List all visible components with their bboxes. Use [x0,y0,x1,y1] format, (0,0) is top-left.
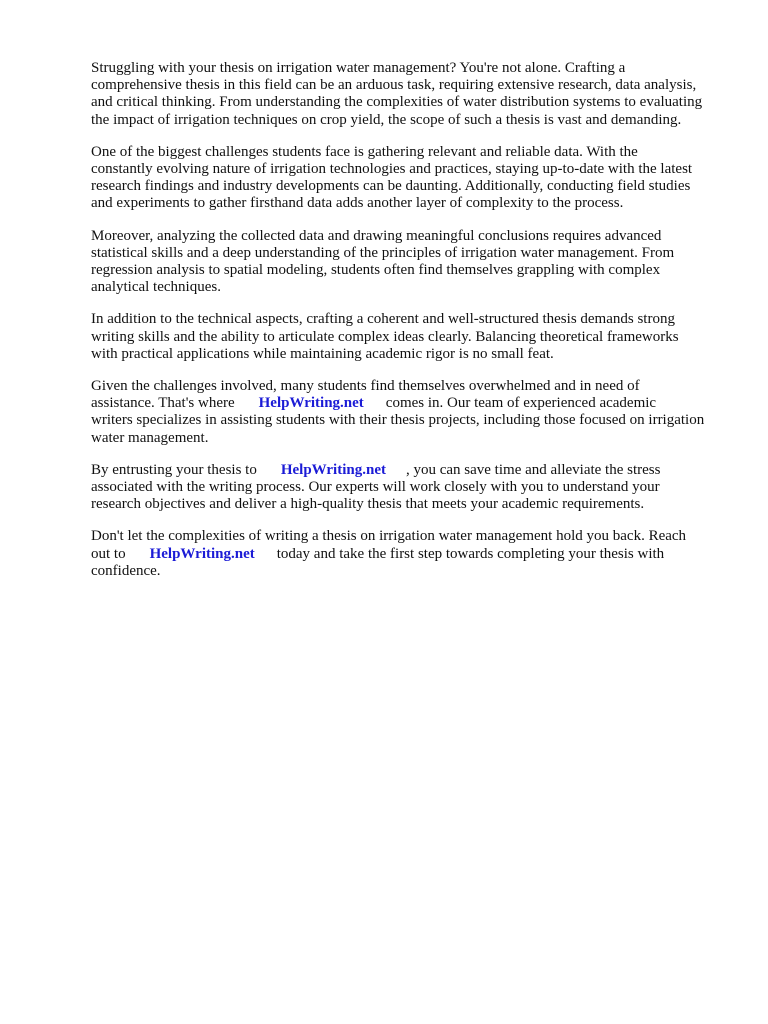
text-line: analytical techniques. [91,279,221,296]
text-line: statistical skills and a deep understanding of the principles of irrigation water management. From [91,244,675,261]
text-line: constantly evolving nature of irrigation technologies and practices, staying up-to-date with the latest [91,161,693,178]
text-line: water management. [91,429,209,446]
text-line-with-link [91,546,731,563]
text-line: and experiments to gather firsthand data adds another layer of complexity to the process. [91,195,624,212]
paragraph-analysis [91,228,731,297]
text-line: writers specializes in assisting students with their thesis projects, including those focused on irrigation [91,412,705,429]
text-line: comprehensive thesis in this field can be an arduous task, requiring extensive research, data analysis, [91,77,697,94]
helpwriting-link[interactable]: HelpWriting.net [149,545,255,562]
text-line-with-link [91,395,731,412]
text-line: In addition to the technical aspects, crafting a coherent and well-structured thesis demands strong [91,311,675,328]
helpwriting-link[interactable]: HelpWriting.net [280,461,386,478]
text-line: associated with the writing process. Our experts will work closely with you to understand your [91,479,660,496]
text-line: research findings and industry developments can be daunting. Additionally, conducting field studies [91,178,691,195]
text-segment: assistance. That's where [91,395,235,412]
text-line: confidence. [91,562,161,579]
document-body [91,60,731,595]
paragraph-data-challenges [91,144,731,213]
text-line-with-link [91,462,731,479]
text-line: regression analysis to spatial modeling, students often find themselves grappling with complex [91,262,661,279]
paragraph-intro [91,60,731,129]
paragraph-assistance [91,378,731,447]
text-segment: today and take the first step towards completing your thesis with [276,545,665,562]
text-line: Moreover, analyzing the collected data and drawing meaningful conclusions requires advanced [91,227,662,244]
text-segment: comes in. Our team of experienced academic [385,395,657,412]
text-segment: By entrusting your thesis to [91,461,257,478]
text-line: Don't let the complexities of writing a thesis on irrigation water management hold you back. Reach [91,528,687,545]
text-line: and critical thinking. From understanding the complexities of water distribution systems to evaluating [91,94,703,111]
text-line: writing skills and the ability to articulate complex ideas clearly. Balancing theoretical frameworks [91,328,679,345]
helpwriting-link[interactable]: HelpWriting.net [258,395,364,412]
paragraph-entrusting [91,462,731,514]
paragraph-closing [91,528,731,580]
text-segment: , you can save time and alleviate the stress [405,461,661,478]
text-line: Given the challenges involved, many students find themselves overwhelmed and in need of [91,378,640,395]
paragraph-technical [91,311,731,363]
text-line: the impact of irrigation techniques on crop yield, the scope of such a thesis is vast and demanding. [91,111,682,128]
text-segment: out to [91,545,126,562]
text-line: research objectives and deliver a high-quality thesis that meets your academic requirements. [91,496,645,513]
text-line: with practical applications while maintaining academic rigor is no small feat. [91,345,554,362]
text-line: One of the biggest challenges students face is gathering relevant and reliable data. With the [91,143,638,160]
text-line: Struggling with your thesis on irrigation water management? You're not alone. Crafting a [91,60,626,76]
